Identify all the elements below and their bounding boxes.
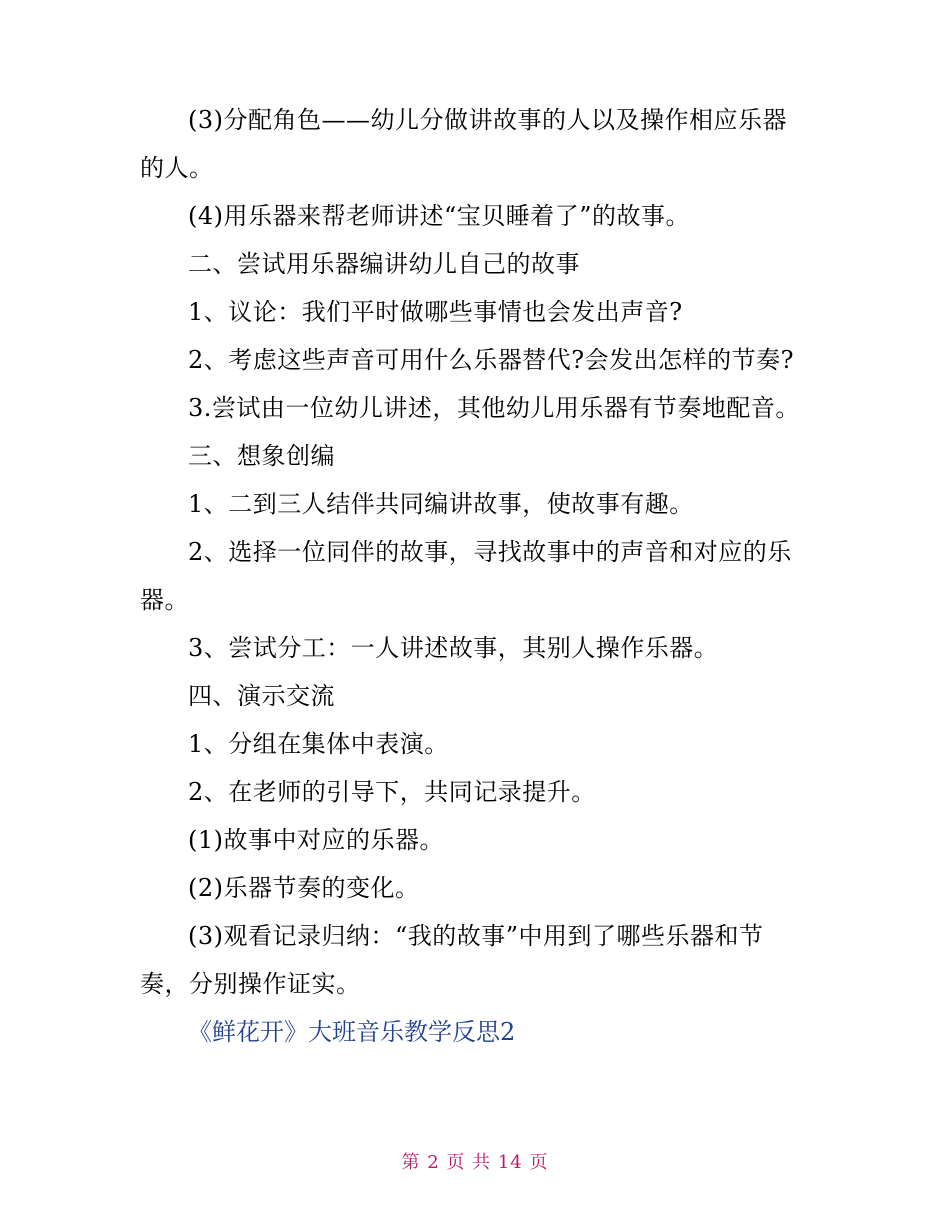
paragraph-16: (3)观看记录归纳：“我的故事”中用到了哪些乐器和节奏，分别操作证实。 bbox=[140, 922, 764, 998]
document-body bbox=[140, 96, 800, 1056]
paragraph-4: 1、议论：我们平时做哪些事情也会发出声音? bbox=[188, 298, 683, 326]
paragraph-1: (3)分配角色——幼儿分做讲故事的人以及操作相应乐器的人。 bbox=[140, 106, 787, 182]
paragraph-13: 2、在老师的引导下，共同记录提升。 bbox=[188, 778, 596, 806]
paragraph-11: 四、演示交流 bbox=[188, 682, 335, 710]
paragraph-5: 2、考虑这些声音可用什么乐器替代?会发出怎样的节奏? bbox=[188, 346, 795, 374]
paragraph-14: (1)故事中对应的乐器。 bbox=[188, 826, 444, 854]
page-number-footer: 第 2 页 共 14 页 bbox=[401, 1152, 549, 1173]
paragraph-8: 1、二到三人结伴共同编讲故事，使故事有趣。 bbox=[188, 490, 694, 518]
paragraph-9: 2、选择一位同伴的故事，寻找故事中的声音和对应的乐器。 bbox=[140, 538, 792, 614]
paragraph-3: 二、尝试用乐器编讲幼儿自己的故事 bbox=[188, 250, 580, 278]
paragraph-10: 3、尝试分工：一人讲述故事，其别人操作乐器。 bbox=[188, 634, 719, 662]
paragraph-15: (2)乐器节奏的变化。 bbox=[188, 874, 420, 902]
paragraph-2: (4)用乐器来帮老师讲述“宝贝睡着了”的故事。 bbox=[188, 202, 691, 230]
section-heading: 《鲜花开》大班音乐教学反思2 bbox=[188, 1018, 516, 1046]
paragraph-6: 3.尝试由一位幼儿讲述，其他幼儿用乐器有节奏地配音。 bbox=[188, 394, 800, 422]
paragraph-12: 1、分组在集体中表演。 bbox=[188, 730, 449, 758]
paragraph-7: 三、想象创编 bbox=[188, 442, 335, 470]
